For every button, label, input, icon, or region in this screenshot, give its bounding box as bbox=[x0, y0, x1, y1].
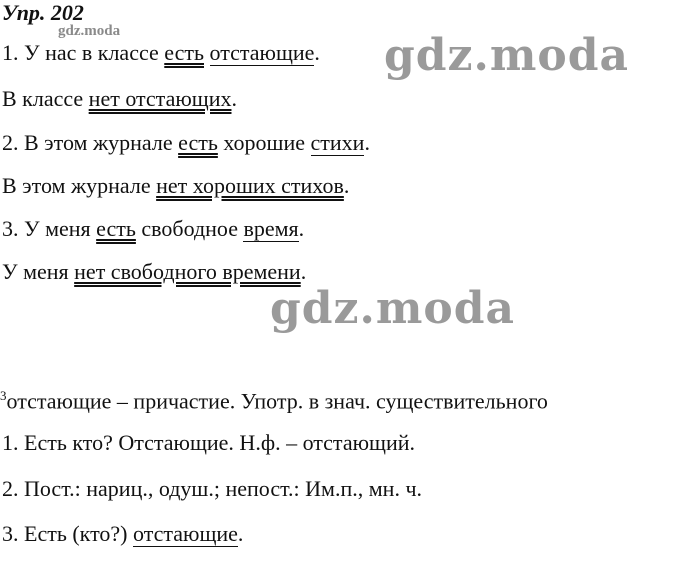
text: У меня bbox=[2, 259, 75, 284]
sentence-6 bbox=[2, 259, 306, 285]
text: . bbox=[314, 40, 320, 65]
sentence-1 bbox=[2, 40, 320, 66]
exercise-title: Упр. 202 bbox=[2, 0, 84, 25]
text: 3. Есть (кто?) bbox=[2, 521, 133, 546]
predicate-underlined: есть bbox=[164, 40, 204, 65]
subject-underlined: отстающие bbox=[133, 521, 238, 546]
predicate-underlined: есть bbox=[96, 216, 136, 241]
watermark-big-1: gdz.moda bbox=[384, 30, 630, 81]
watermark-small: gdz.moda bbox=[58, 23, 121, 39]
text: 3. У меня bbox=[2, 216, 97, 241]
subject-underlined: время bbox=[243, 216, 299, 241]
analysis-line-3 bbox=[2, 521, 243, 547]
text: 1. У нас в классе bbox=[2, 40, 165, 65]
predicate-underlined: нет свободного времени bbox=[74, 259, 301, 284]
text: В этом журнале bbox=[2, 173, 157, 198]
text bbox=[204, 40, 210, 65]
predicate-underlined: есть bbox=[178, 130, 218, 155]
text: 2. В этом журнале bbox=[2, 130, 179, 155]
subject-underlined: отстающие bbox=[209, 40, 315, 65]
text: В классе bbox=[2, 86, 89, 111]
subject-underlined: стихи bbox=[310, 130, 365, 155]
analysis-line-2: 2. Пост.: нариц., одуш.; непост.: Им.п., мн. ч. bbox=[2, 476, 423, 501]
text: свободное bbox=[135, 216, 244, 241]
sentence-5 bbox=[2, 216, 304, 242]
text: . bbox=[231, 86, 237, 111]
text: . bbox=[343, 173, 350, 198]
predicate-underlined: нет хороших стихов bbox=[156, 173, 344, 198]
text: хорошие bbox=[217, 130, 311, 155]
text: . bbox=[237, 521, 244, 546]
sentence-2 bbox=[2, 86, 237, 112]
text: . bbox=[364, 130, 370, 155]
watermark-big-2: gdz.moda bbox=[270, 283, 516, 334]
text: . bbox=[300, 259, 307, 284]
text: . bbox=[298, 216, 305, 241]
footnote-marker: 3 bbox=[0, 388, 7, 403]
analysis-heading-text: отстающие – причастие. Употр. в знач. существительного bbox=[6, 388, 548, 414]
analysis-heading bbox=[0, 383, 548, 414]
predicate-underlined: нет отстающих bbox=[88, 86, 232, 111]
sentence-4 bbox=[2, 173, 349, 199]
analysis-line-1: 1. Есть кто? Отстающие. Н.ф. – отстающий. bbox=[2, 430, 416, 455]
sentence-3 bbox=[2, 130, 370, 156]
